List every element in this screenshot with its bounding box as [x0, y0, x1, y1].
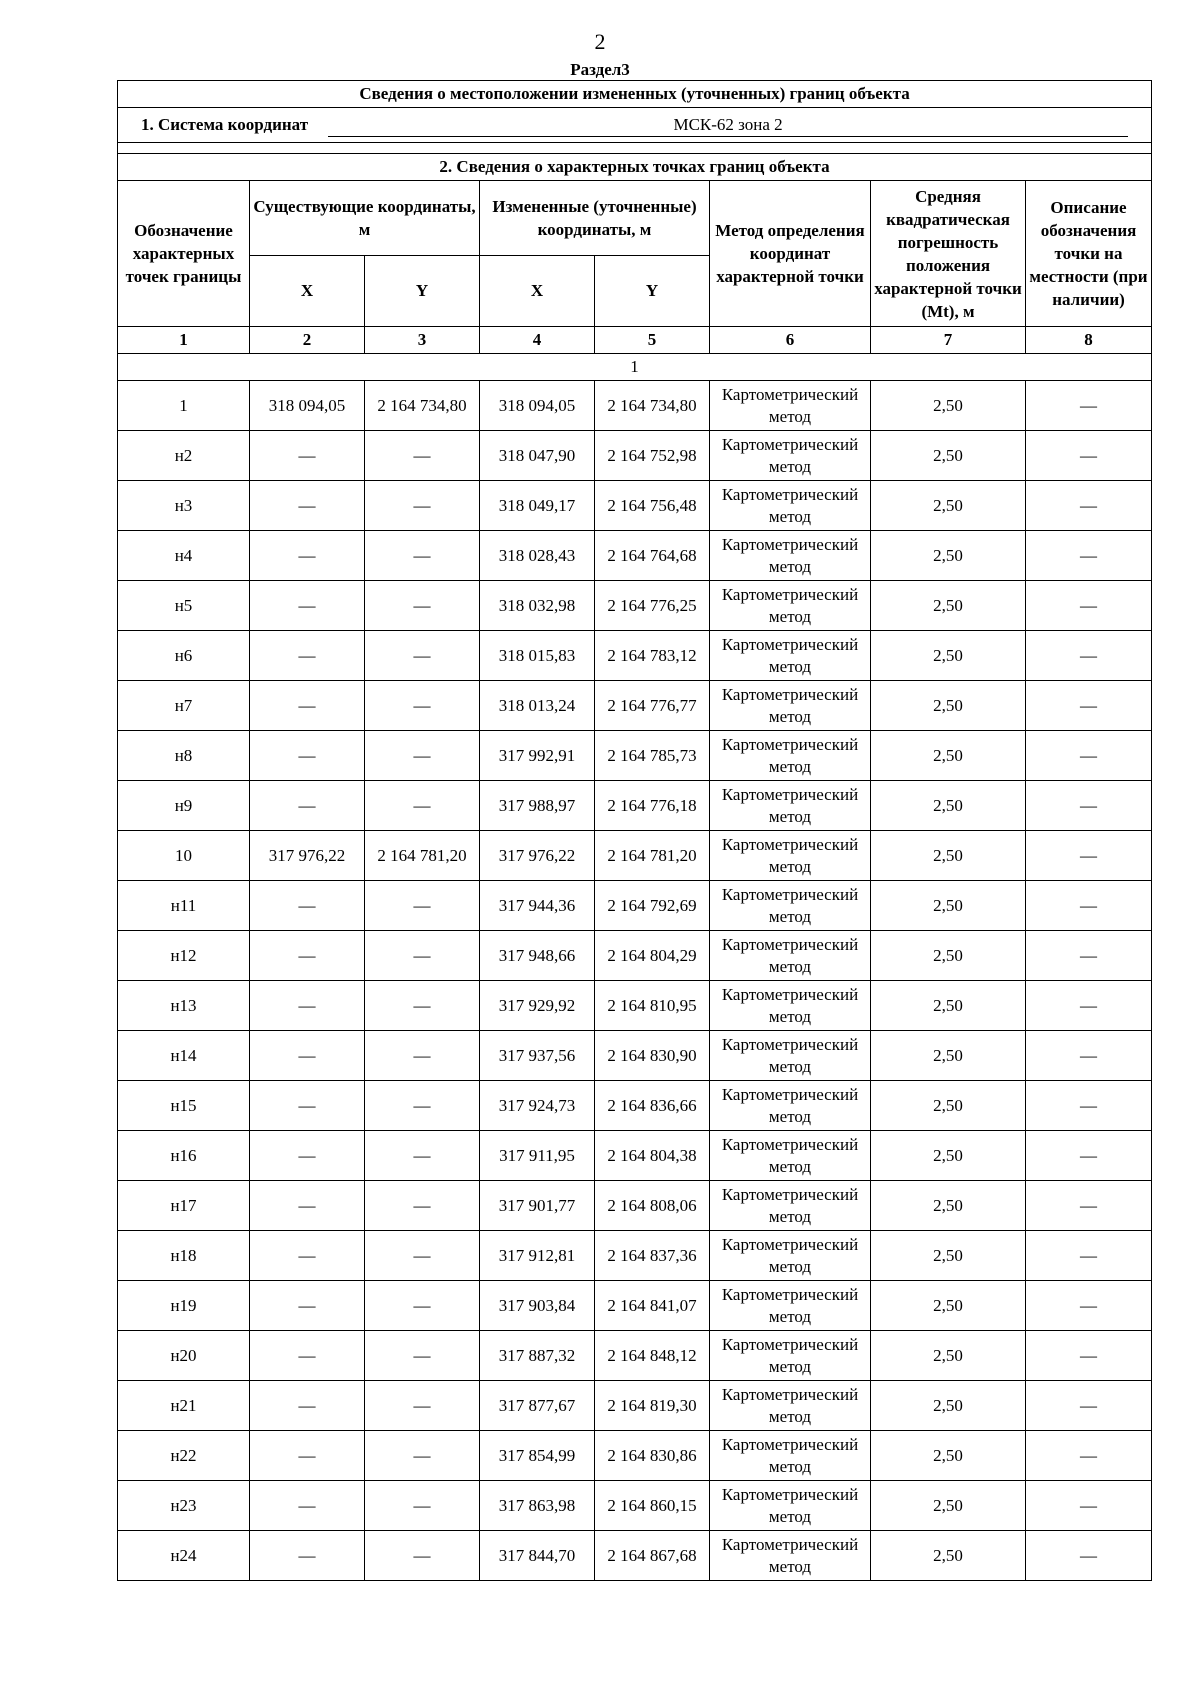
col-number: 8 — [1026, 327, 1152, 354]
cell-existing-x: — — [250, 731, 365, 781]
cell-point: н16 — [118, 1131, 250, 1181]
cell-method: Картометрический метод — [710, 631, 871, 681]
cell-existing-y: — — [365, 1131, 480, 1181]
table-row — [118, 1331, 1152, 1381]
cell-error: 2,50 — [871, 1131, 1026, 1181]
cell-point: н13 — [118, 981, 250, 1031]
cell-point: 10 — [118, 831, 250, 881]
cell-error: 2,50 — [871, 1381, 1026, 1431]
table-row — [118, 581, 1152, 631]
cell-changed-y: 2 164 867,68 — [595, 1531, 710, 1581]
table-row — [118, 1231, 1152, 1281]
cell-error: 2,50 — [871, 1531, 1026, 1581]
cell-changed-y: 2 164 830,86 — [595, 1431, 710, 1481]
cell-changed-x: 317 911,95 — [480, 1131, 595, 1181]
table-row — [118, 781, 1152, 831]
header-changed: Измененные (уточненные) координаты, м — [480, 181, 710, 256]
cell-changed-y: 2 164 830,90 — [595, 1031, 710, 1081]
cell-existing-x: — — [250, 981, 365, 1031]
cell-existing-x: — — [250, 881, 365, 931]
cell-point: н4 — [118, 531, 250, 581]
cell-existing-x: 317 976,22 — [250, 831, 365, 881]
cell-point: н2 — [118, 431, 250, 481]
coord-system-row — [118, 108, 1152, 143]
cell-method: Картометрический метод — [710, 781, 871, 831]
cell-method: Картометрический метод — [710, 1481, 871, 1531]
cell-existing-x: — — [250, 1531, 365, 1581]
cell-changed-x: 317 901,77 — [480, 1181, 595, 1231]
table-row — [118, 1281, 1152, 1331]
cell-changed-x: 318 047,90 — [480, 431, 595, 481]
cell-changed-x: 317 948,66 — [480, 931, 595, 981]
cell-existing-y: — — [365, 1231, 480, 1281]
cell-point: н6 — [118, 631, 250, 681]
cell-error: 2,50 — [871, 731, 1026, 781]
cell-error: 2,50 — [871, 381, 1026, 431]
cell-changed-y: 2 164 804,29 — [595, 931, 710, 981]
table-row — [118, 381, 1152, 431]
table-row — [118, 1481, 1152, 1531]
cell-point: н23 — [118, 1481, 250, 1531]
table-row — [118, 631, 1152, 681]
header-changed-y: Y — [595, 256, 710, 327]
table-row — [118, 931, 1152, 981]
cell-method: Картометрический метод — [710, 1431, 871, 1481]
cell-error: 2,50 — [871, 431, 1026, 481]
header-error: Средняя квадратическая погрешность положения характерной точки (Mt), м — [871, 181, 1026, 327]
cell-changed-y: 2 164 781,20 — [595, 831, 710, 881]
cell-method: Картометрический метод — [710, 681, 871, 731]
cell-error: 2,50 — [871, 1331, 1026, 1381]
cell-description: — — [1026, 831, 1152, 881]
cell-existing-y: — — [365, 431, 480, 481]
contour-label: 1 — [118, 354, 1152, 381]
boundary-points-table — [117, 80, 1152, 1581]
cell-point: н18 — [118, 1231, 250, 1281]
cell-description: — — [1026, 381, 1152, 431]
cell-existing-x: — — [250, 1481, 365, 1531]
cell-point: н24 — [118, 1531, 250, 1581]
cell-error: 2,50 — [871, 1231, 1026, 1281]
cell-error: 2,50 — [871, 1031, 1026, 1081]
cell-existing-y: — — [365, 1031, 480, 1081]
cell-existing-y: — — [365, 931, 480, 981]
cell-description: — — [1026, 1331, 1152, 1381]
spacer-row — [118, 143, 1152, 154]
cell-description: — — [1026, 931, 1152, 981]
cell-changed-y: 2 164 785,73 — [595, 731, 710, 781]
cell-description: — — [1026, 1031, 1152, 1081]
cell-changed-x: 317 903,84 — [480, 1281, 595, 1331]
cell-changed-y: 2 164 752,98 — [595, 431, 710, 481]
col-number: 2 — [250, 327, 365, 354]
cell-description: — — [1026, 981, 1152, 1031]
cell-existing-y: 2 164 781,20 — [365, 831, 480, 881]
cell-point: н22 — [118, 1431, 250, 1481]
cell-point: н8 — [118, 731, 250, 781]
table-row — [118, 431, 1152, 481]
cell-description: — — [1026, 881, 1152, 931]
cell-existing-y: — — [365, 1181, 480, 1231]
cell-method: Картометрический метод — [710, 1231, 871, 1281]
table-subtitle: 2. Сведения о характерных точках границ объекта — [118, 154, 1152, 181]
table-row — [118, 1031, 1152, 1081]
cell-existing-x: — — [250, 631, 365, 681]
cell-description: — — [1026, 481, 1152, 531]
cell-existing-y: — — [365, 1331, 480, 1381]
cell-existing-y: — — [365, 1381, 480, 1431]
cell-changed-x: 317 944,36 — [480, 881, 595, 931]
table-row — [118, 731, 1152, 781]
cell-method: Картометрический метод — [710, 1081, 871, 1131]
table-row — [118, 1131, 1152, 1181]
cell-changed-y: 2 164 841,07 — [595, 1281, 710, 1331]
cell-existing-x: 318 094,05 — [250, 381, 365, 431]
cell-error: 2,50 — [871, 781, 1026, 831]
cell-existing-x: — — [250, 1031, 365, 1081]
cell-error: 2,50 — [871, 1081, 1026, 1131]
cell-existing-y: — — [365, 631, 480, 681]
cell-changed-x: 317 844,70 — [480, 1531, 595, 1581]
cell-error: 2,50 — [871, 581, 1026, 631]
cell-changed-x: 317 863,98 — [480, 1481, 595, 1531]
table-row — [118, 1181, 1152, 1231]
cell-changed-x: 318 049,17 — [480, 481, 595, 531]
col-number: 7 — [871, 327, 1026, 354]
table-body — [118, 354, 1152, 1581]
cell-point: н21 — [118, 1381, 250, 1431]
cell-existing-x: — — [250, 1131, 365, 1181]
table-row — [118, 481, 1152, 531]
cell-changed-y: 2 164 837,36 — [595, 1231, 710, 1281]
header-existing-y: Y — [365, 256, 480, 327]
cell-existing-x: — — [250, 581, 365, 631]
header-description: Описание обозначения точки на местности (при наличии) — [1026, 181, 1152, 327]
table-row — [118, 1081, 1152, 1131]
col-number: 1 — [118, 327, 250, 354]
table-row — [118, 681, 1152, 731]
section-title: Раздел3 — [570, 60, 630, 79]
cell-existing-y: — — [365, 581, 480, 631]
cell-changed-x: 317 877,67 — [480, 1381, 595, 1431]
header-method: Метод определения координат характерной точки — [710, 181, 871, 327]
cell-changed-x: 318 028,43 — [480, 531, 595, 581]
table-row — [118, 1531, 1152, 1581]
cell-changed-y: 2 164 776,25 — [595, 581, 710, 631]
cell-changed-x: 317 912,81 — [480, 1231, 595, 1281]
cell-error: 2,50 — [871, 481, 1026, 531]
cell-existing-y: — — [365, 1281, 480, 1331]
cell-error: 2,50 — [871, 931, 1026, 981]
table-row — [118, 1381, 1152, 1431]
table-row — [118, 881, 1152, 931]
cell-method: Картометрический метод — [710, 1531, 871, 1581]
cell-changed-x: 317 887,32 — [480, 1331, 595, 1381]
cell-changed-x: 317 924,73 — [480, 1081, 595, 1131]
cell-error: 2,50 — [871, 1181, 1026, 1231]
cell-description: — — [1026, 431, 1152, 481]
cell-existing-y: — — [365, 781, 480, 831]
cell-error: 2,50 — [871, 1431, 1026, 1481]
cell-changed-y: 2 164 783,12 — [595, 631, 710, 681]
cell-method: Картометрический метод — [710, 881, 871, 931]
cell-method: Картометрический метод — [710, 381, 871, 431]
header-point: Обозначение характерных точек границы — [118, 181, 250, 327]
cell-changed-y: 2 164 764,68 — [595, 531, 710, 581]
page-number: 2 — [594, 29, 606, 54]
cell-point: н11 — [118, 881, 250, 931]
cell-method: Картометрический метод — [710, 1331, 871, 1381]
cell-changed-y: 2 164 848,12 — [595, 1331, 710, 1381]
cell-changed-x: 318 094,05 — [480, 381, 595, 431]
cell-existing-x: — — [250, 481, 365, 531]
col-number: 6 — [710, 327, 871, 354]
cell-method: Картометрический метод — [710, 731, 871, 781]
cell-method: Картометрический метод — [710, 1031, 871, 1081]
col-number: 3 — [365, 327, 480, 354]
cell-changed-y: 2 164 776,77 — [595, 681, 710, 731]
cell-changed-x: 317 976,22 — [480, 831, 595, 881]
cell-changed-y: 2 164 792,69 — [595, 881, 710, 931]
cell-existing-y: 2 164 734,80 — [365, 381, 480, 431]
cell-point: н9 — [118, 781, 250, 831]
cell-error: 2,50 — [871, 681, 1026, 731]
table-row — [118, 531, 1152, 581]
header-existing-x: X — [250, 256, 365, 327]
cell-existing-x: — — [250, 1231, 365, 1281]
cell-changed-x: 318 032,98 — [480, 581, 595, 631]
cell-point: н5 — [118, 581, 250, 631]
cell-existing-y: — — [365, 1531, 480, 1581]
cell-point: н15 — [118, 1081, 250, 1131]
cell-description: — — [1026, 781, 1152, 831]
col-number: 5 — [595, 327, 710, 354]
header-changed-x: X — [480, 256, 595, 327]
cell-method: Картометрический метод — [710, 531, 871, 581]
cell-existing-y: — — [365, 481, 480, 531]
col-number: 4 — [480, 327, 595, 354]
cell-description: — — [1026, 1181, 1152, 1231]
cell-method: Картометрический метод — [710, 431, 871, 481]
cell-existing-x: — — [250, 1381, 365, 1431]
cell-existing-y: — — [365, 1081, 480, 1131]
table-row — [118, 831, 1152, 881]
cell-existing-x: — — [250, 1181, 365, 1231]
cell-existing-x: — — [250, 431, 365, 481]
cell-existing-x: — — [250, 681, 365, 731]
cell-point: н17 — [118, 1181, 250, 1231]
cell-changed-y: 2 164 734,80 — [595, 381, 710, 431]
coord-system-label: 1. Система координат — [140, 114, 309, 134]
cell-changed-y: 2 164 810,95 — [595, 981, 710, 1031]
cell-point: 1 — [118, 381, 250, 431]
cell-existing-x: — — [250, 781, 365, 831]
coord-system-value: МСК-62 зона 2 — [328, 114, 1128, 137]
cell-description: — — [1026, 731, 1152, 781]
table-title: Сведения о местоположении измененных (уточненных) границ объекта — [118, 81, 1152, 108]
cell-description: — — [1026, 1281, 1152, 1331]
cell-changed-y: 2 164 776,18 — [595, 781, 710, 831]
cell-description: — — [1026, 681, 1152, 731]
table-row — [118, 981, 1152, 1031]
cell-description: — — [1026, 1481, 1152, 1531]
cell-description: — — [1026, 581, 1152, 631]
cell-existing-x: — — [250, 531, 365, 581]
header-existing: Существующие координаты, м — [250, 181, 480, 256]
cell-changed-y: 2 164 819,30 — [595, 1381, 710, 1431]
cell-changed-y: 2 164 808,06 — [595, 1181, 710, 1231]
cell-method: Картометрический метод — [710, 1381, 871, 1431]
cell-description: — — [1026, 1081, 1152, 1131]
table-row — [118, 1431, 1152, 1481]
cell-method: Картометрический метод — [710, 931, 871, 981]
cell-changed-y: 2 164 836,66 — [595, 1081, 710, 1131]
cell-error: 2,50 — [871, 831, 1026, 881]
cell-error: 2,50 — [871, 1281, 1026, 1331]
cell-description: — — [1026, 1231, 1152, 1281]
cell-error: 2,50 — [871, 881, 1026, 931]
cell-description: — — [1026, 631, 1152, 681]
cell-description: — — [1026, 1431, 1152, 1481]
cell-method: Картометрический метод — [710, 1131, 871, 1181]
cell-description: — — [1026, 1131, 1152, 1181]
cell-changed-x: 317 929,92 — [480, 981, 595, 1031]
cell-existing-y: — — [365, 1431, 480, 1481]
cell-point: н7 — [118, 681, 250, 731]
cell-error: 2,50 — [871, 981, 1026, 1031]
cell-method: Картометрический метод — [710, 1281, 871, 1331]
cell-existing-y: — — [365, 881, 480, 931]
cell-changed-y: 2 164 804,38 — [595, 1131, 710, 1181]
cell-description: — — [1026, 1381, 1152, 1431]
cell-existing-x: — — [250, 931, 365, 981]
cell-existing-y: — — [365, 981, 480, 1031]
cell-error: 2,50 — [871, 1481, 1026, 1531]
cell-existing-y: — — [365, 731, 480, 781]
cell-changed-x: 317 854,99 — [480, 1431, 595, 1481]
cell-method: Картометрический метод — [710, 831, 871, 881]
cell-point: н19 — [118, 1281, 250, 1331]
cell-error: 2,50 — [871, 631, 1026, 681]
cell-method: Картометрический метод — [710, 1181, 871, 1231]
cell-method: Картометрический метод — [710, 581, 871, 631]
cell-changed-y: 2 164 860,15 — [595, 1481, 710, 1531]
cell-existing-x: — — [250, 1331, 365, 1381]
cell-error: 2,50 — [871, 531, 1026, 581]
cell-changed-x: 317 988,97 — [480, 781, 595, 831]
cell-point: н20 — [118, 1331, 250, 1381]
cell-changed-x: 317 992,91 — [480, 731, 595, 781]
cell-point: н3 — [118, 481, 250, 531]
cell-existing-y: — — [365, 681, 480, 731]
cell-changed-y: 2 164 756,48 — [595, 481, 710, 531]
cell-changed-x: 317 937,56 — [480, 1031, 595, 1081]
cell-description: — — [1026, 531, 1152, 581]
cell-method: Картометрический метод — [710, 981, 871, 1031]
cell-method: Картометрический метод — [710, 481, 871, 531]
cell-existing-y: — — [365, 531, 480, 581]
cell-description: — — [1026, 1531, 1152, 1581]
cell-point: н12 — [118, 931, 250, 981]
cell-point: н14 — [118, 1031, 250, 1081]
cell-changed-x: 318 015,83 — [480, 631, 595, 681]
cell-existing-x: — — [250, 1081, 365, 1131]
cell-existing-x: — — [250, 1431, 365, 1481]
cell-existing-y: — — [365, 1481, 480, 1531]
cell-changed-x: 318 013,24 — [480, 681, 595, 731]
cell-existing-x: — — [250, 1281, 365, 1331]
